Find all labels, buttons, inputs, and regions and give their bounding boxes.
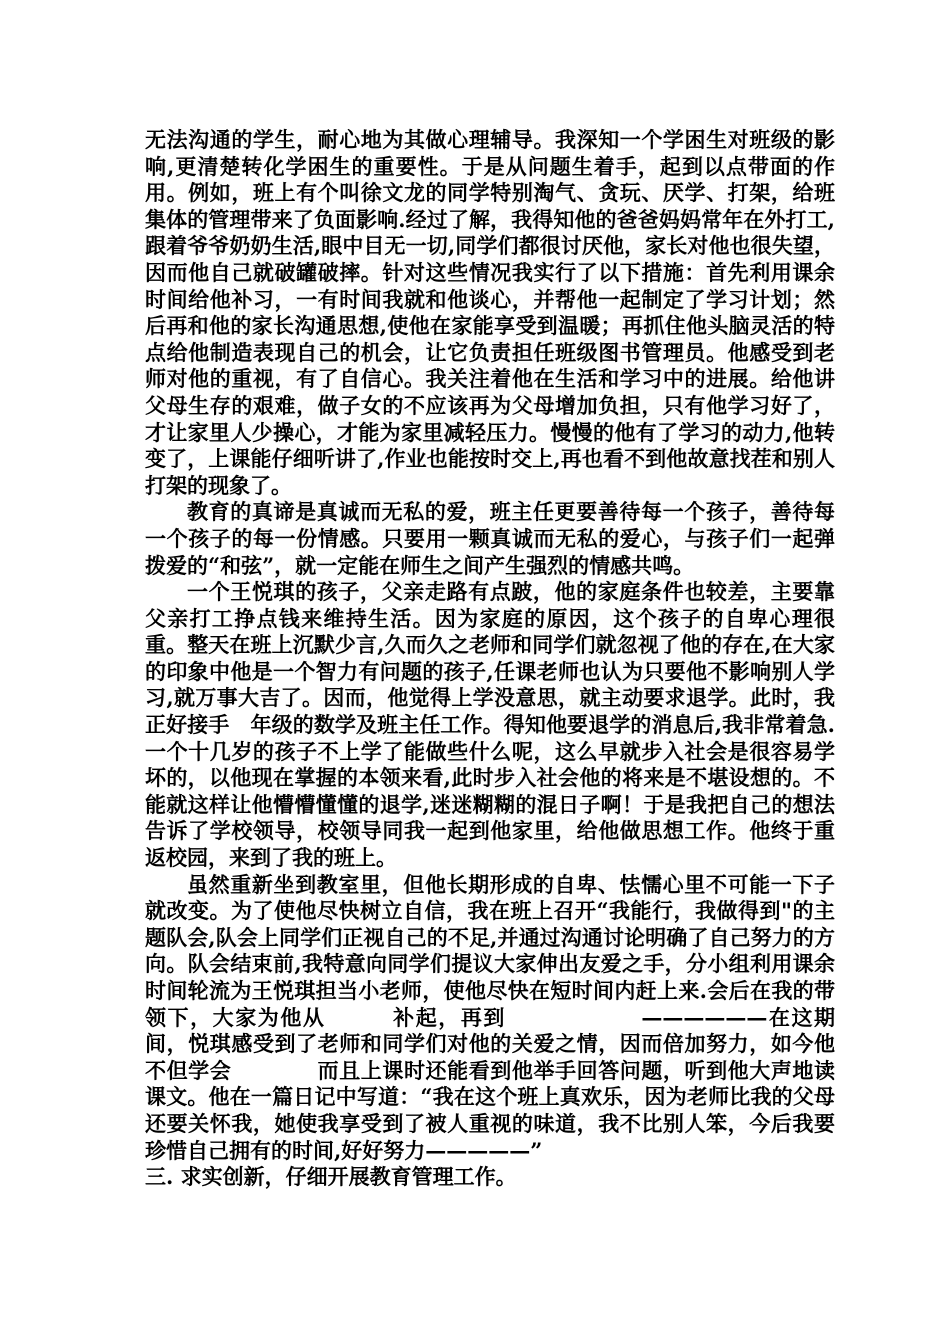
document-page <box>145 127 835 1191</box>
section-heading: 三. 求实创新，仔细开展教育管理工作。 <box>145 1164 517 1190</box>
paragraph-1: 无法沟通的学生，耐心地为其做心理辅导。我深知一个学困生对班级的影响,更清楚转化学困生的重要性。于是从问题生着手，起到以点带面的作用。例如，班上有个叫徐文龙的同学特别淘气、贪玩、厌学、打架，给班集体的管理带来了负面影响.经过了解，我得知他的爸爸妈妈常年在外打工,跟着爷爷奶奶生活,眼中目无一切,同学们都很讨厌他，家长对他也很失望，因而他自己就破罐破摔。针对这些情况我实行了以下措施：首先利用课余时间给他补习，一有时间我就和他谈心，并帮他一起制定了学习计划；然后再和他的家长沟通思想,使他在家能享受到温暖；再抓住他头脑灵活的特点给他制造表现自己的机会，让它负责担任班级图书管理员。他感受到老师对他的重视，有了自信心。我关注着他在生活和学习中的进展。给他讲父母生存的艰难，做子女的不应该再为父母增加负担，只有他学习好了，才让家里人少操心，才能为家里减轻压力。慢慢的他有了学习的动力,他转变了，上课能仔细听讲了,作业也能按时交上,再也看不到他故意找茬和别人打架的现象了。 <box>145 127 835 498</box>
paragraph-2: 教育的真谛是真诚而无私的爱，班主任更要善待每一个孩子，善待每一个孩子的每一份情感。只要用一颗真诚而无私的爱心，与孩子们一起弹拨爱的“和弦”，就一定能在师生之间产生强烈的情感共鸣。 <box>145 499 835 578</box>
paragraph-3: 一个王悦琪的孩子，父亲走路有点跛，他的家庭条件也较差，主要靠父亲打工挣点钱来维持生活。因为家庭的原因，这个孩子的自卑心理很重。整天在班上沉默少言,久而久之老师和同学们就忽视了他的存在,在大家的印象中他是一个智力有问题的孩子,任课老师也认为只要他不影响别人学习,就万事大吉了。因而，他觉得上学没意思，就主动要求退学。此时，我正好接手 年级的数学及班主任工作。得知他要退学的消息后,我非常着急.一个十几岁的孩子不上学了能做些什么呢，这么早就步入社会是很容易学坏的，以他现在掌握的本领来看,此时步入社会他的将来是不堪设想的。不能就这样让他懵懵懂懂的退学,迷迷糊糊的混日子啊！于是我把自己的想法告诉了学校领导，校领导同我一起到他家里，给他做思想工作。他终于重返校园，来到了我的班上。 <box>145 579 835 871</box>
paragraph-4: 虽然重新坐到教室里，但他长期形成的自卑、怯懦心里不可能一下子就改变。为了使他尽快树立自信，我在班上召开“我能行，我做得到"的主题队会,队会上同学们正视自己的不足,并通过沟通讨论明确了自己努力的方向。队会结束前,我特意向同学们提议大家伸出友爱之手，分小组利用课余时间轮流为王悦琪担当小老师，使他尽快在短时间内赶上来.会后在我的带领下，大家为他从 补起，再到 ——————在这期间，悦琪感受到了老师和同学们对他的关爱之情，因而倍加努力，如今他不但学会 而且上课时还能看到他举手回答问题，听到他大声地读课文。他在一篇日记中写道：“我在这个班上真欢乐，因为老师比我的父母还要关怀我，她使我享受到了被人重视的味道，我不比别人笨，今后我要珍惜自己拥有的时间,好好努力—————” <box>145 871 835 1163</box>
